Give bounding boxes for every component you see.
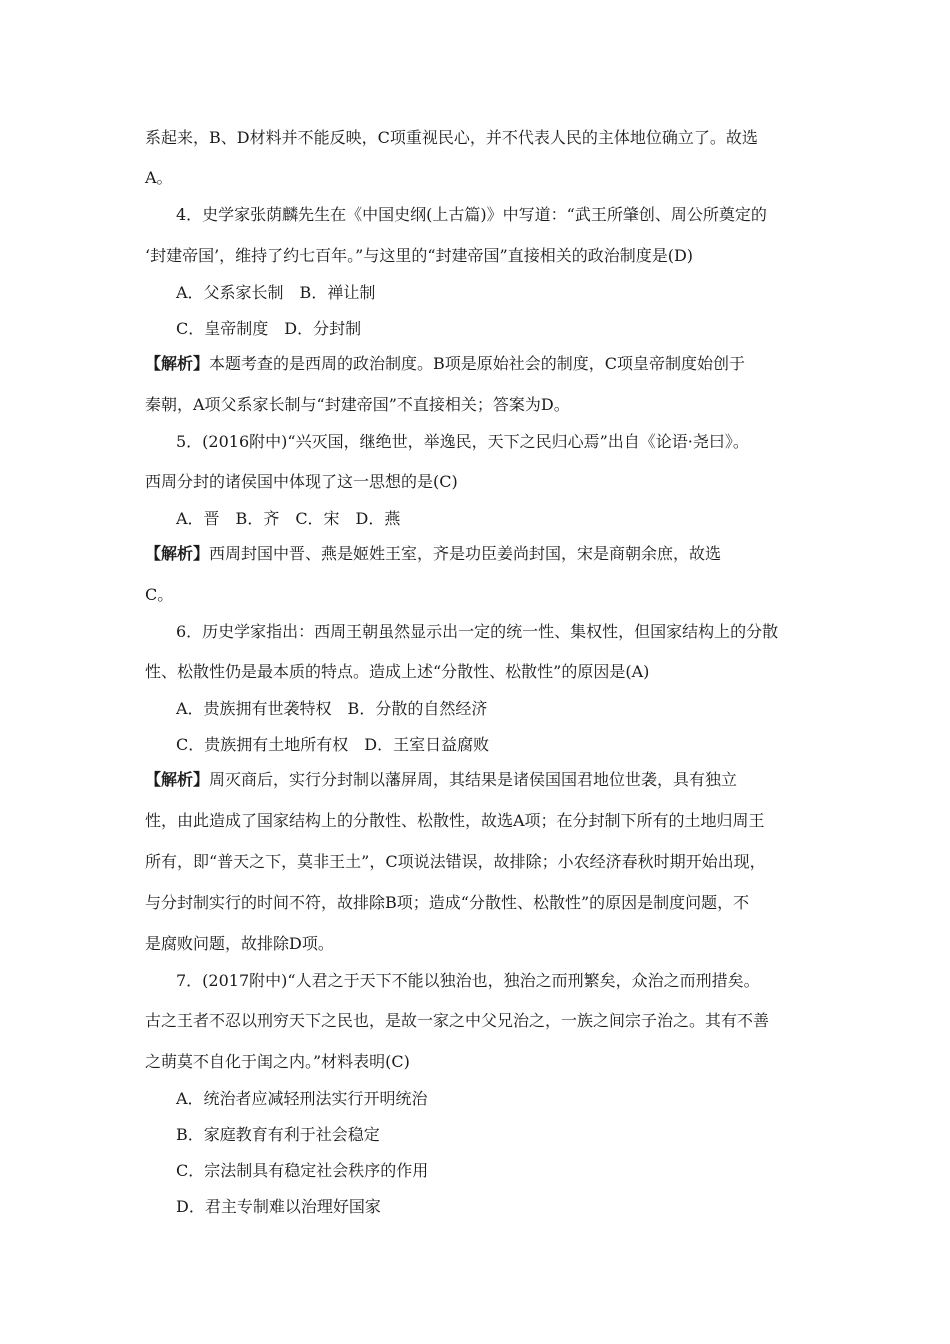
question-4-analysis: 秦朝，A项父系家长制与“封建帝国”不直接相关；答案为D。 xyxy=(145,395,570,414)
question-4-analysis: 【解析】本题考查的是西周的政治制度。B项是原始社会的制度，C项皇帝制度始创于 xyxy=(145,354,746,373)
question-6-stem: 性、松散性仍是最本质的特点。造成上述“分散性、松散性”的原因是(A) xyxy=(145,662,650,681)
analysis-label: 【解析】 xyxy=(145,770,210,789)
question-4-options: C．皇帝制度 D．分封制 xyxy=(176,319,362,338)
question-7-stem: 之萌莫不自化于闺之内。”材料表明(C) xyxy=(145,1052,410,1071)
question-5-stem: 5．(2016附中)“兴灭国，继绝世，举逸民，天下之民归心焉”出自《论语·尧曰》。 xyxy=(176,432,749,451)
question-7-option-d: D．君主专制难以治理好国家 xyxy=(176,1197,381,1216)
question-7-stem: 7．(2017附中)“人君之于天下不能以独治也，独治之而刑繁矣，众治之而刑措矣。 xyxy=(176,971,760,990)
question-6-analysis: 性，由此造成了国家结构上的分散性、松散性，故选A项；在分封制下所有的土地归周王 xyxy=(145,811,765,830)
question-5-options: A．晋 B．齐 C．宋 D．燕 xyxy=(176,509,401,528)
question-4-stem: 4．史学家张荫麟先生在《中国史纲(上古篇)》中写道：“武王所肇创、周公所奠定的 xyxy=(176,205,767,224)
question-6-options: C．贵族拥有土地所有权 D．王室日益腐败 xyxy=(176,735,490,754)
analysis-label: 【解析】 xyxy=(145,354,210,373)
text-line: A。 xyxy=(145,168,173,187)
question-7-option-c: C．宗法制具有稳定社会秩序的作用 xyxy=(176,1161,429,1180)
text-line: 系起来，B、D材料并不能反映，C项重视民心，并不代表人民的主体地位确立了。故选 xyxy=(145,128,758,147)
question-6-analysis: 【解析】周灭商后，实行分封制以藩屏周，其结果是诸侯国国君地位世袭，具有独立 xyxy=(145,770,738,789)
question-5-analysis: C。 xyxy=(145,585,174,604)
question-6-analysis: 所有，即“普天之下，莫非王土”，C项说法错误，故排除；小农经济春秋时期开始出现， xyxy=(145,852,766,871)
question-6-analysis: 是腐败问题，故排除D项。 xyxy=(145,934,334,953)
question-4-options: A．父系家长制 B．禅让制 xyxy=(176,283,376,302)
question-6-stem: 6．历史学家指出：西周王朝虽然显示出一定的统一性、集权性，但国家结构上的分散 xyxy=(176,622,779,641)
analysis-label: 【解析】 xyxy=(145,544,210,563)
question-5-analysis: 【解析】西周封国中晋、燕是姬姓王室，齐是功臣姜尚封国，宋是商朝余庶，故选 xyxy=(145,544,722,563)
question-6-analysis: 与分封制实行的时间不符，故排除B项；造成“分散性、松散性”的原因是制度问题，不 xyxy=(145,893,750,912)
question-6-options: A．贵族拥有世袭特权 B．分散的自然经济 xyxy=(176,699,488,718)
question-7-option-a: A．统治者应减轻刑法实行开明统治 xyxy=(176,1089,428,1108)
question-5-stem: 西周分封的诸侯国中体现了这一思想的是(C) xyxy=(145,472,458,491)
question-7-stem: 古之王者不忍以刑穷天下之民也，是故一家之中父兄治之，一族之间宗子治之。其有不善 xyxy=(145,1011,770,1030)
question-7-option-b: B．家庭教育有利于社会稳定 xyxy=(176,1125,380,1144)
question-4-stem: ‘封建帝国’，维持了约七百年。”与这里的“封建帝国”直接相关的政治制度是(D) xyxy=(145,246,694,265)
